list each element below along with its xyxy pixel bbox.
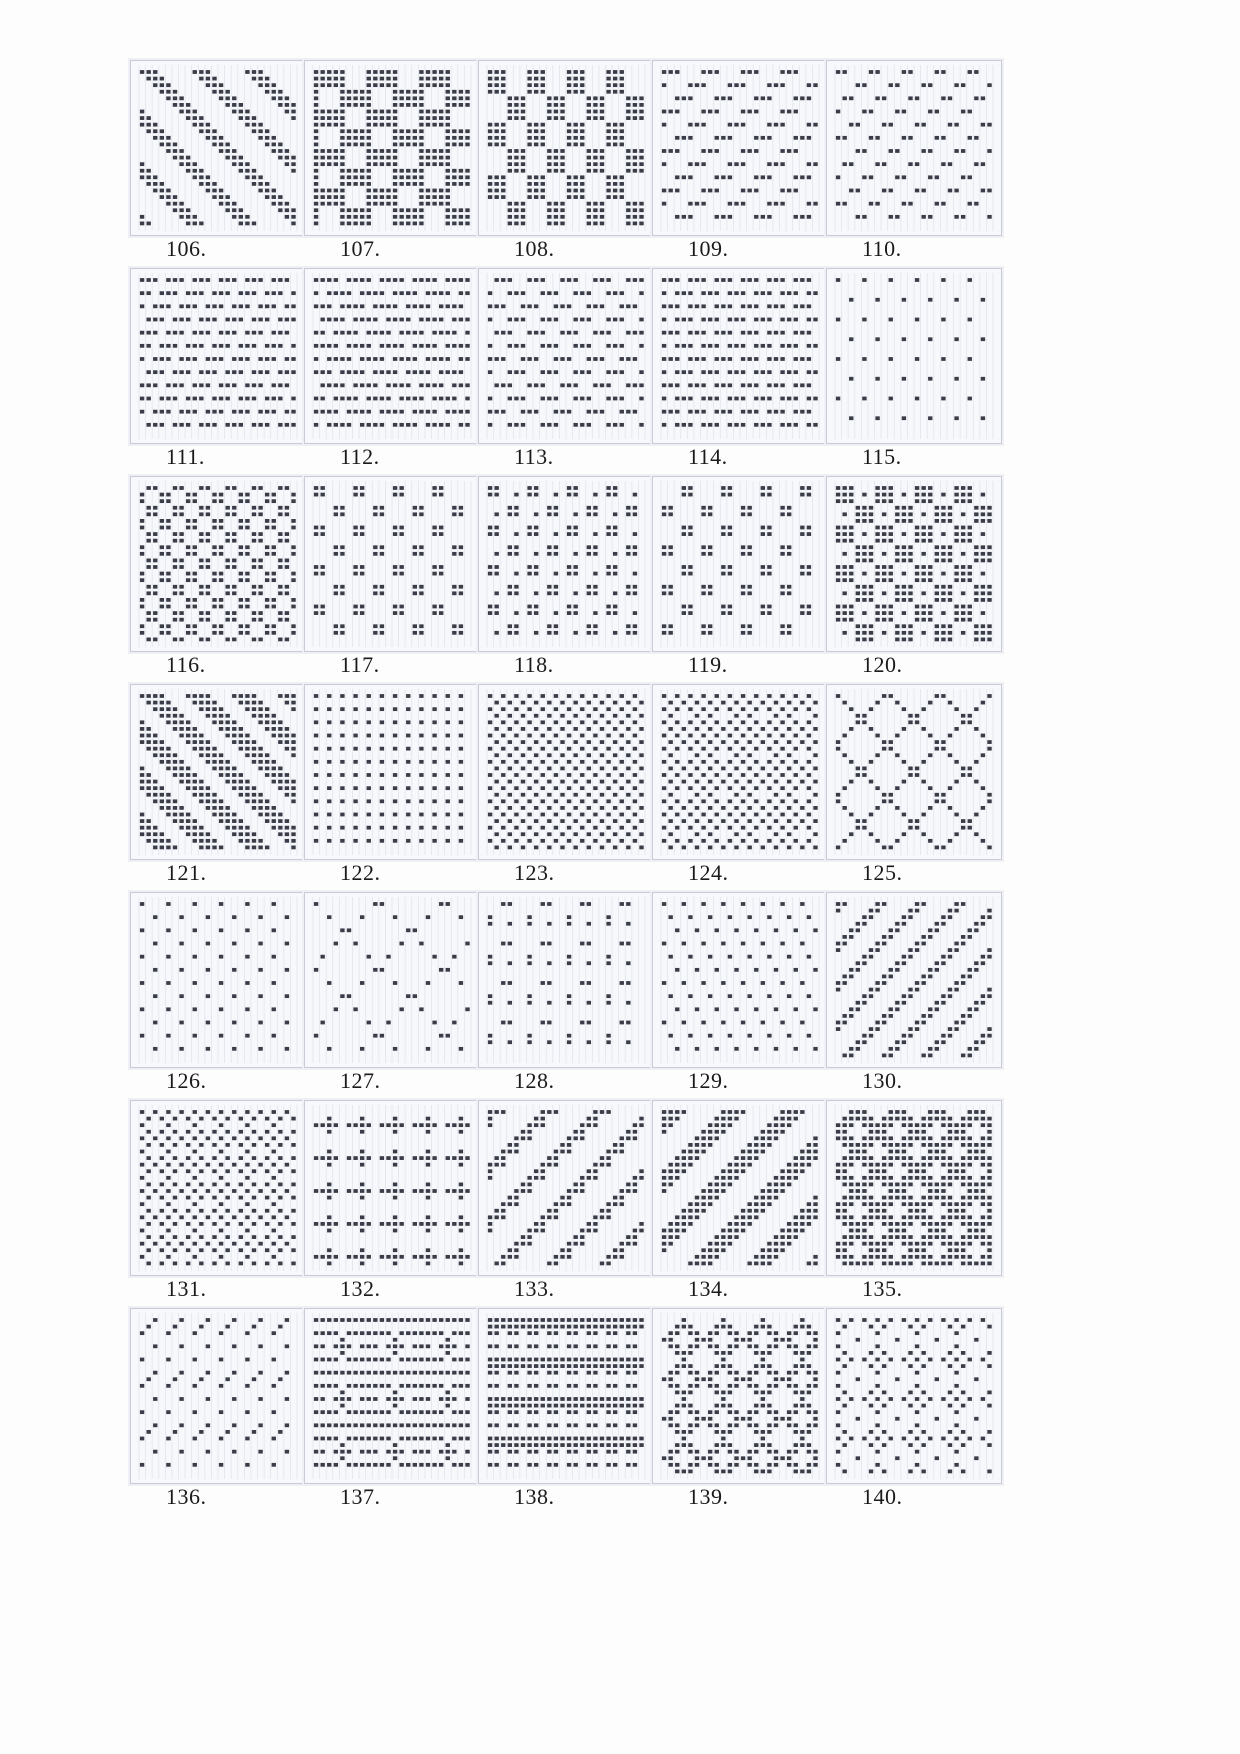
weave-pattern-graphic [131, 1309, 305, 1483]
weave-sample-card [304, 1100, 482, 1300]
sample-number-label: 138. [514, 1484, 555, 1509]
weave-sample-card [478, 1308, 656, 1508]
weave-swatch-image [304, 60, 480, 236]
weave-sample-card [130, 684, 308, 884]
weave-pattern-graphic [827, 1309, 1001, 1483]
weave-pattern-graphic [653, 1101, 827, 1275]
weave-sample-card [304, 684, 482, 884]
weave-swatch-image [826, 1308, 1002, 1484]
sample-number-label: 112. [340, 444, 380, 469]
weave-pattern-graphic [131, 269, 305, 443]
weave-pattern-graphic [479, 685, 653, 859]
weave-sample-card [130, 268, 308, 468]
weave-pattern-graphic [131, 685, 305, 859]
weave-pattern-graphic [131, 61, 305, 235]
weave-sample-card [304, 1308, 482, 1508]
weave-sample-card [478, 268, 656, 468]
weave-swatch-image [304, 1100, 480, 1276]
sample-number-label: 109. [688, 236, 729, 261]
sample-number-label: 119. [688, 652, 728, 677]
weave-swatch-image [826, 60, 1002, 236]
sample-number-label: 124. [688, 860, 729, 885]
weave-pattern-graphic [479, 1309, 653, 1483]
weave-sample-card [652, 476, 830, 676]
sample-number-label: 132. [340, 1276, 381, 1301]
weave-pattern-graphic [827, 269, 1001, 443]
weave-sample-card [304, 268, 482, 468]
weave-swatch-image [652, 684, 828, 860]
weave-sample-card [130, 1100, 308, 1300]
weave-pattern-graphic [653, 893, 827, 1067]
weave-swatch-image [304, 1308, 480, 1484]
weave-sample-card [130, 1308, 308, 1508]
sample-number-label: 127. [340, 1068, 381, 1093]
weave-swatch-image [478, 268, 654, 444]
weave-sample-card [478, 892, 656, 1092]
weave-pattern-graphic [827, 61, 1001, 235]
weave-pattern-graphic [479, 1101, 653, 1275]
weave-sample-card [130, 476, 308, 676]
weave-swatch-image [826, 892, 1002, 1068]
weave-swatch-image [478, 476, 654, 652]
weave-swatch-image [652, 1308, 828, 1484]
weave-pattern-graphic [653, 477, 827, 651]
weave-pattern-graphic [131, 477, 305, 651]
weave-swatch-image [478, 1100, 654, 1276]
weave-swatch-image [478, 60, 654, 236]
weave-swatch-image [652, 892, 828, 1068]
weave-pattern-graphic [827, 477, 1001, 651]
weave-swatch-image [652, 1100, 828, 1276]
weave-pattern-graphic [479, 269, 653, 443]
weave-pattern-graphic [305, 1101, 479, 1275]
weave-pattern-graphic [131, 1101, 305, 1275]
weave-swatch-image [652, 268, 828, 444]
weave-swatch-image [130, 476, 306, 652]
sample-number-label: 120. [862, 652, 903, 677]
weave-swatch-image [478, 684, 654, 860]
sample-number-label: 139. [688, 1484, 729, 1509]
weave-pattern-graphic [479, 477, 653, 651]
weave-sample-card [652, 1308, 830, 1508]
sample-number-label: 118. [514, 652, 554, 677]
weave-pattern-graphic [305, 685, 479, 859]
weave-sample-card [652, 60, 830, 260]
sample-number-label: 106. [166, 236, 207, 261]
weave-sample-card [478, 684, 656, 884]
weave-sample-card [652, 684, 830, 884]
sample-number-label: 117. [340, 652, 380, 677]
sample-number-label: 137. [340, 1484, 381, 1509]
weave-swatch-image [304, 684, 480, 860]
weave-sample-card [478, 60, 656, 260]
weave-swatch-image [478, 892, 654, 1068]
weave-sample-card [826, 1100, 1004, 1300]
sample-number-label: 131. [166, 1276, 207, 1301]
sample-number-label: 136. [166, 1484, 207, 1509]
sample-number-label: 114. [688, 444, 728, 469]
sample-number-label: 129. [688, 1068, 729, 1093]
weave-swatch-image [652, 476, 828, 652]
weave-swatch-image [478, 1308, 654, 1484]
weave-swatch-image [826, 268, 1002, 444]
weave-swatch-image [130, 1100, 306, 1276]
sample-number-label: 125. [862, 860, 903, 885]
weave-sample-card [478, 1100, 656, 1300]
sample-number-label: 134. [688, 1276, 729, 1301]
weave-swatch-image [826, 476, 1002, 652]
weave-pattern-graphic [653, 61, 827, 235]
weave-sample-card [304, 892, 482, 1092]
weave-swatch-image [130, 268, 306, 444]
weave-sample-card [304, 476, 482, 676]
weave-swatch-image [130, 60, 306, 236]
sample-number-label: 107. [340, 236, 381, 261]
weave-sample-card [826, 268, 1004, 468]
weave-pattern-graphic [131, 893, 305, 1067]
sample-number-label: 122. [340, 860, 381, 885]
weave-sample-card [130, 60, 308, 260]
weave-pattern-graphic [305, 893, 479, 1067]
weave-sample-card [826, 60, 1004, 260]
weave-sample-card [478, 476, 656, 676]
weave-swatch-image [304, 476, 480, 652]
weave-swatch-image [826, 684, 1002, 860]
weave-swatch-image [652, 60, 828, 236]
sample-number-label: 121. [166, 860, 207, 885]
weave-pattern-graphic [305, 1309, 479, 1483]
sample-number-label: 130. [862, 1068, 903, 1093]
weave-pattern-graphic [479, 61, 653, 235]
weave-pattern-graphic [827, 685, 1001, 859]
weave-swatch-image [304, 268, 480, 444]
sample-number-label: 113. [514, 444, 554, 469]
weave-pattern-graphic [653, 269, 827, 443]
weave-sample-card [826, 476, 1004, 676]
weave-sample-card [826, 1308, 1004, 1508]
sample-number-label: 115. [862, 444, 902, 469]
weave-swatch-image [130, 892, 306, 1068]
weave-swatch-image [304, 892, 480, 1068]
weave-pattern-graphic [479, 893, 653, 1067]
sample-number-label: 116. [166, 652, 206, 677]
sample-number-label: 111. [166, 444, 205, 469]
sample-number-label: 126. [166, 1068, 207, 1093]
weave-pattern-graphic [653, 1309, 827, 1483]
weave-sample-card [652, 1100, 830, 1300]
sample-number-label: 123. [514, 860, 555, 885]
sample-number-label: 135. [862, 1276, 903, 1301]
weave-pattern-graphic [827, 893, 1001, 1067]
weave-pattern-graphic [827, 1101, 1001, 1275]
weave-sample-card [826, 892, 1004, 1092]
sample-number-label: 140. [862, 1484, 903, 1509]
weave-sample-card [652, 892, 830, 1092]
weave-swatch-image [130, 684, 306, 860]
weave-sample-card [304, 60, 482, 260]
weave-swatch-image [826, 1100, 1002, 1276]
sample-number-label: 133. [514, 1276, 555, 1301]
weave-swatch-image [130, 1308, 306, 1484]
weave-pattern-graphic [305, 61, 479, 235]
weave-pattern-graphic [305, 477, 479, 651]
weave-sample-card [130, 892, 308, 1092]
weave-pattern-graphic [653, 685, 827, 859]
sample-number-label: 110. [862, 236, 902, 261]
weave-sample-card [826, 684, 1004, 884]
sample-number-label: 128. [514, 1068, 555, 1093]
weave-sample-card [652, 268, 830, 468]
sample-number-label: 108. [514, 236, 555, 261]
weave-pattern-graphic [305, 269, 479, 443]
